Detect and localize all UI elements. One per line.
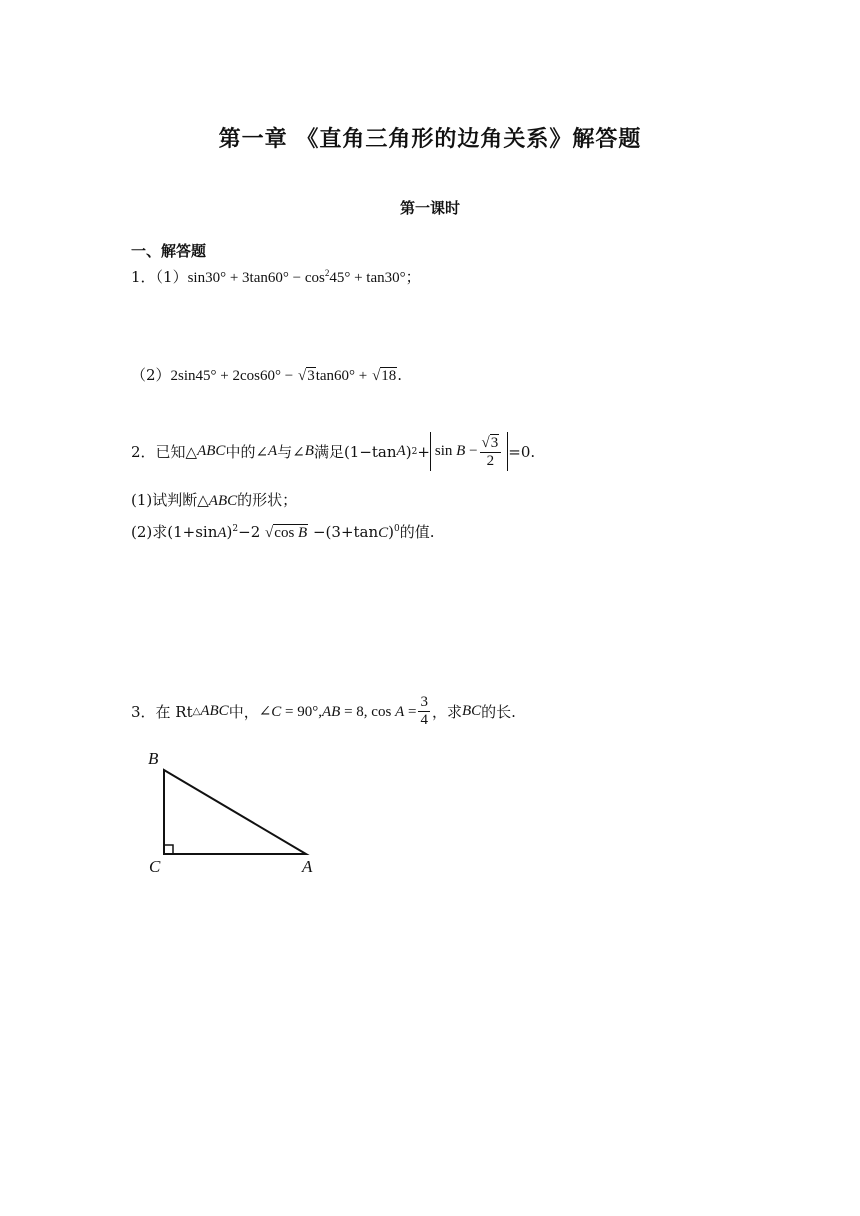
q1-p1-end: ； [405,268,421,286]
vertex-label-b: B [148,749,159,768]
q3-abc: ABC [200,702,229,719]
q2-sub1-abc: ABC [208,493,238,509]
abs-sin: sin [434,443,453,459]
q2-mid3: 满足(1−tan [313,443,397,461]
q1-p1-sup: 2 [324,268,330,278]
q3-bc: BC [461,702,482,719]
q1-p1-expr-b: 45° + tan30° [329,270,406,286]
triangle-outline [164,770,306,854]
section-heading: 一、解答题 [131,242,207,260]
q2-sub2-sup0: 0 [394,524,400,534]
q2-abc: ABC [197,443,226,459]
q2-close: ) [405,442,412,461]
q2-a2: A [396,443,406,459]
q1-p2-expr-b: tan60° + [315,368,368,384]
q2-sub1-a: (1)试判断△ [131,491,209,509]
vertex-label-c: C [149,857,161,876]
question-2-sub-2 [131,521,435,542]
q2-sub2-A: A [217,525,227,541]
question-1-part-1 [131,266,421,287]
question-3 [131,694,516,728]
q3-prefix: 3．在 Rt [131,702,193,721]
q2-mid2: 与∠ [277,443,305,461]
q1-p2-end: . [397,366,403,384]
q2-sub1-b: 的形状； [237,491,298,509]
q2-mid1: 中的∠ [225,443,269,461]
abs-b: B [456,443,466,459]
page-title: 第一章 《直角三角形的边角关系》解答题 [218,126,642,152]
q1-p1-label: 1．（1） [131,268,188,286]
q2-sub2-d: 的值. [399,523,435,541]
vertex-label-a: A [302,857,313,876]
q3-condition: ∠C = 90°,AB = 8, cos A = [258,703,417,720]
q2-sub2-close: ) [226,523,233,541]
q1-p1-expr-a: sin30° + 3tan60° − cos [187,270,325,286]
q3-suffix-a: ，求 [431,702,462,721]
sqrt-3: √ 3 [298,368,315,384]
right-angle-marker [164,845,173,854]
question-2-sub-1 [131,489,297,510]
question-1-part-2 [131,364,402,385]
q2-prefix: 2．已知△ [131,443,198,461]
sqrt-cos-b: √ cos B [265,525,308,541]
q2-sup2: 2 [411,446,418,457]
abs-minus: − [469,443,478,459]
q3-mid: 中， [228,702,259,721]
lesson-subtitle: 第一课时 [399,199,460,217]
q3-suffix-b: 的长. [481,702,516,721]
sqrt-18: √ 18 [372,368,397,384]
absolute-value-expression [430,432,508,471]
q1-p2-expr-a: 2sin45° + 2cos60° − [170,368,294,384]
q2-eq0: =0. [508,442,536,461]
q2-sub2-b: −2 [238,523,261,541]
q2-sub2-a: (2)求(1+sin [131,523,218,541]
q1-p2-label: （2） [131,366,171,384]
three-quarters-fraction: $\frac{3}{4}$ [420,694,428,728]
sqrt3-over-2-fraction: √ 3 2 [480,434,502,469]
q2-angle-b: B [304,443,314,459]
q2-plus: + [417,442,430,461]
q2-sub2-C: C [378,525,389,541]
q2-sub2-sup: 2 [232,524,239,534]
q2-sub2-c: −(3+tan [312,523,379,541]
q3-tri: △ [192,705,201,717]
q2-angle-a: A [268,443,278,459]
question-2 [131,432,535,471]
q2-sub2-close2: ) [388,523,395,541]
